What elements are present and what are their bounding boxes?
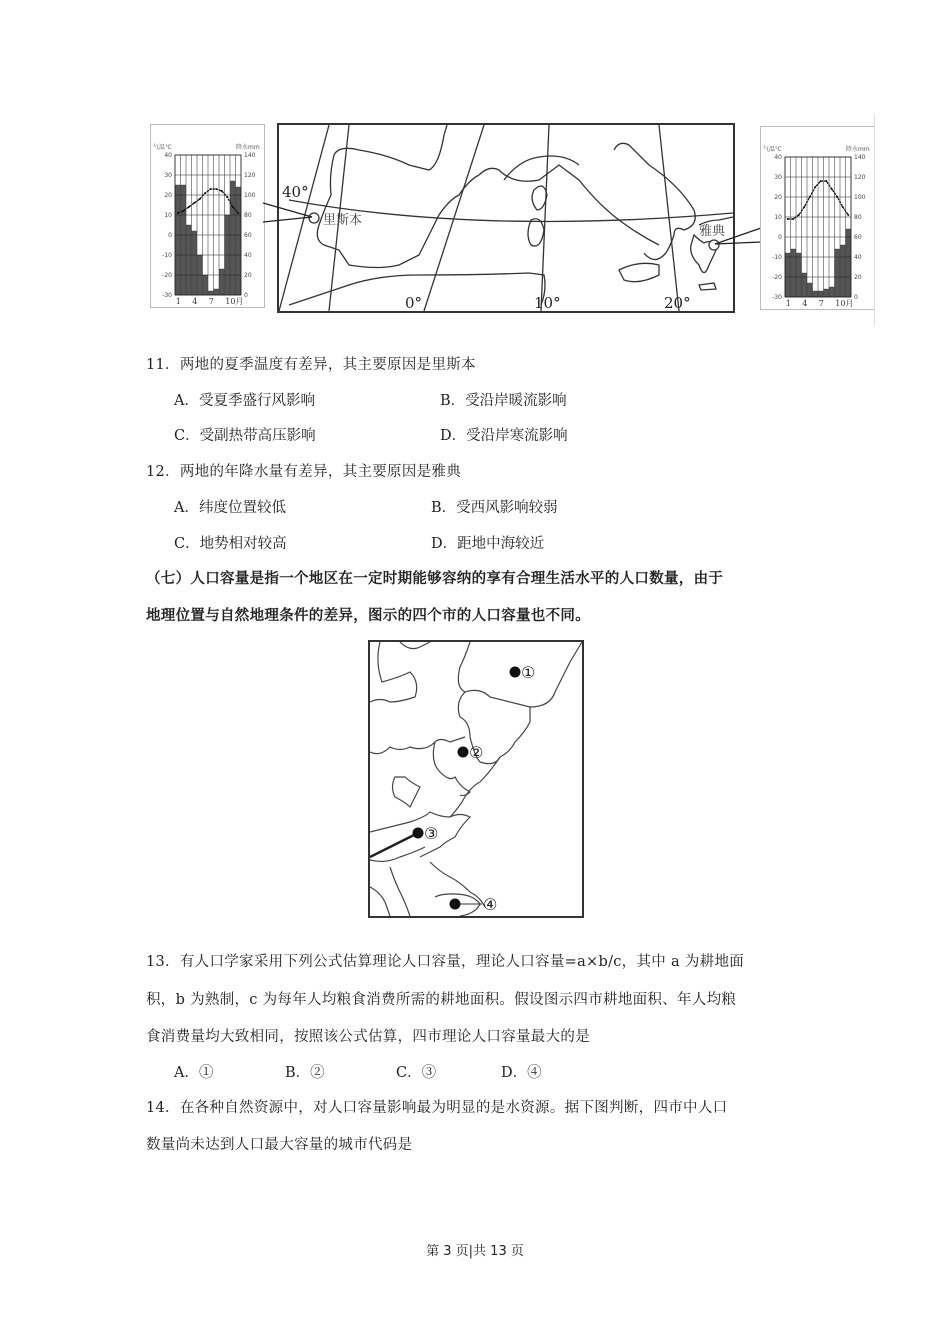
q11-option-a[interactable]: A．受夏季盛行风影响: [174, 393, 315, 409]
lon-20-label: 20°: [664, 294, 691, 311]
svg-text:气温℃: 气温℃: [153, 144, 172, 151]
lisbon-label: 里斯本: [323, 213, 363, 228]
section7-line1: （七）人口容量是指一个地区在一定时期能够容纳的享有合理生活水平的人口数量，由于: [146, 571, 724, 587]
svg-text:60: 60: [854, 234, 862, 241]
svg-text:80: 80: [244, 212, 252, 219]
map-four-cities: [368, 640, 584, 918]
margin-line: [874, 115, 875, 325]
q13-option-a[interactable]: A．①: [174, 1065, 214, 1081]
q14-line1: 14．在各种自然资源中，对人口容量影响最为明显的是水资源。据下图判断，四市中人口: [146, 1100, 728, 1116]
section7-line2: 地理位置与自然地理条件的差异，图示的四个市的人口容量也不同。: [146, 608, 590, 624]
city-4-dot: [450, 899, 461, 910]
lon-10-label: 10°: [534, 294, 561, 311]
city-4-label: ④: [483, 895, 498, 914]
svg-text:20: 20: [774, 194, 782, 201]
q13-option-c[interactable]: C．③: [396, 1065, 437, 1081]
svg-text:-30: -30: [772, 294, 782, 301]
q12-option-b[interactable]: B．受西风影响较弱: [431, 500, 558, 516]
svg-text:4: 4: [802, 299, 808, 308]
athens-label: 雅典: [699, 224, 726, 239]
figure-mediterranean: [0, 0, 950, 330]
city-2-dot: [458, 747, 469, 758]
svg-text:40: 40: [854, 254, 862, 261]
q12-option-d[interactable]: D．距地中海较近: [431, 536, 545, 552]
svg-text:120: 120: [244, 172, 256, 179]
svg-text:40: 40: [164, 152, 172, 159]
q12-option-a[interactable]: A．纬度位置较低: [174, 500, 286, 516]
svg-text:0: 0: [244, 292, 248, 299]
svg-text:7: 7: [208, 297, 214, 306]
svg-text:气温℃: 气温℃: [763, 146, 782, 153]
svg-text:80: 80: [854, 214, 862, 221]
svg-text:-10: -10: [772, 254, 782, 261]
svg-text:60: 60: [244, 232, 252, 239]
svg-text:-20: -20: [772, 274, 782, 281]
svg-text:-20: -20: [162, 272, 172, 279]
svg-text:40: 40: [774, 154, 782, 161]
city-1-dot: [510, 667, 521, 678]
svg-text:100: 100: [854, 194, 866, 201]
lon-0-label: 0°: [405, 294, 423, 311]
svg-text:0: 0: [168, 232, 172, 239]
city-1-label: ①: [521, 663, 536, 682]
svg-text:120: 120: [854, 174, 866, 181]
q11-stem: 11．两地的夏季温度有差异，其主要原因是里斯本: [146, 357, 476, 373]
city-2-label: ②: [469, 743, 484, 762]
q13-option-b[interactable]: B．②: [285, 1065, 325, 1081]
climate-chart-athens: [760, 126, 875, 310]
q12-stem: 12．两地的年降水量有差异，其主要原因是雅典: [146, 464, 462, 480]
svg-text:-30: -30: [162, 292, 172, 299]
q13-option-d[interactable]: D．④: [501, 1065, 542, 1081]
q12-option-c[interactable]: C．地势相对较高: [174, 536, 287, 552]
svg-text:10月: 10月: [225, 297, 244, 306]
svg-text:40: 40: [244, 252, 252, 259]
svg-text:降水mm: 降水mm: [846, 146, 870, 153]
city-3-dot: [413, 828, 424, 839]
svg-text:10: 10: [164, 212, 172, 219]
q14-line2: 数量尚未达到人口最大容量的城市代码是: [146, 1137, 413, 1153]
svg-text:4: 4: [192, 297, 198, 306]
q13-line3: 食消费量均大致相同，按照该公式估算，四市理论人口容量最大的是: [146, 1029, 590, 1045]
lat-40-label: 40°: [282, 183, 309, 201]
svg-text:20: 20: [164, 192, 172, 199]
page-footer: 第 3 页|共 13 页: [426, 1244, 524, 1259]
svg-text:140: 140: [244, 152, 256, 159]
svg-text:降水mm: 降水mm: [236, 144, 260, 151]
svg-text:20: 20: [244, 272, 252, 279]
svg-text:140: 140: [854, 154, 866, 161]
svg-text:30: 30: [774, 174, 782, 181]
svg-text:-10: -10: [162, 252, 172, 259]
city-3-label: ③: [424, 824, 439, 843]
q11-option-b[interactable]: B．受沿岸暖流影响: [440, 393, 567, 409]
svg-text:30: 30: [164, 172, 172, 179]
q11-option-c[interactable]: C．受副热带高压影响: [174, 428, 316, 444]
svg-text:1: 1: [175, 297, 181, 306]
svg-text:20: 20: [854, 274, 862, 281]
q13-line1: 13．有人口学家采用下列公式估算理论人口容量，理论人口容量=a×b/c，其中 a 为耕地面: [146, 954, 745, 970]
svg-text:0: 0: [854, 294, 858, 301]
svg-text:7: 7: [818, 299, 824, 308]
svg-text:100: 100: [244, 192, 256, 199]
q11-option-d[interactable]: D．受沿岸寒流影响: [440, 428, 568, 444]
svg-text:10: 10: [774, 214, 782, 221]
q13-line2: 积，b 为熟制，c 为每年人均粮食消费所需的耕地面积。假设图示四市耕地面积、年人均粮: [146, 992, 737, 1008]
svg-text:0: 0: [778, 234, 782, 241]
svg-text:1: 1: [785, 299, 791, 308]
svg-text:10月: 10月: [835, 299, 854, 308]
